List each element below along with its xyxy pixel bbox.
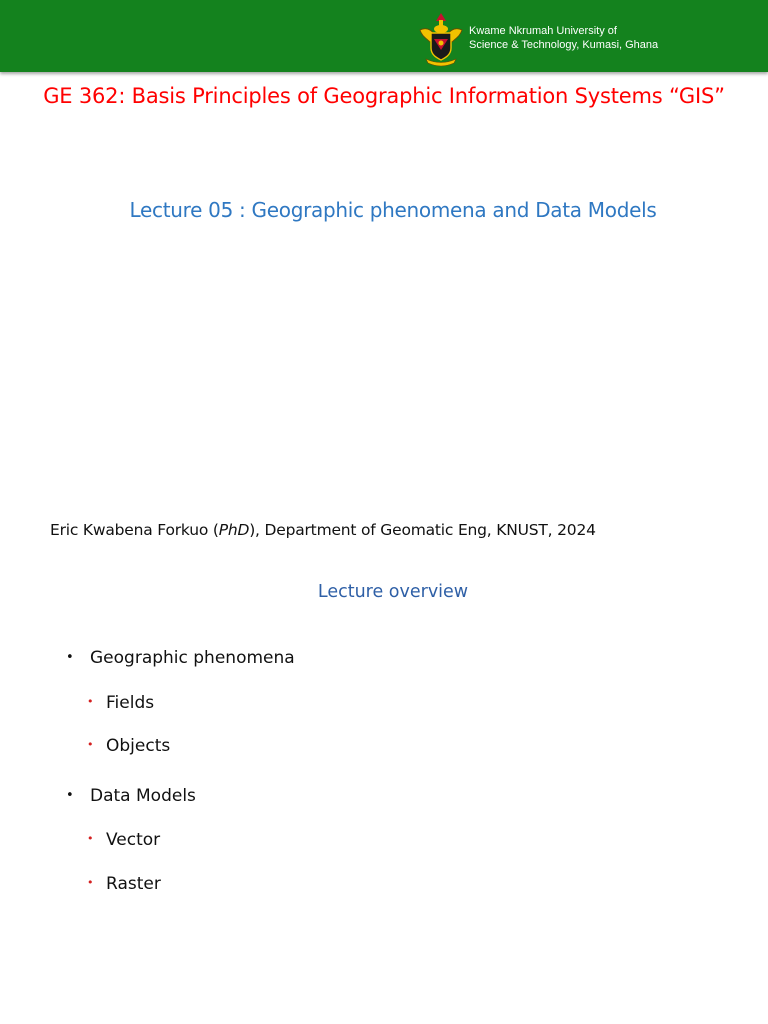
university-name xyxy=(469,24,658,52)
author-prefix: Eric Kwabena Forkuo ( xyxy=(50,521,219,539)
overview-subitem-label: Vector xyxy=(106,830,161,850)
overview-subitem-fields xyxy=(87,693,154,713)
bullet-icon: • xyxy=(66,788,74,803)
overview-title: Lecture overview xyxy=(317,582,469,602)
university-name-line1: Kwame Nkrumah University of xyxy=(469,25,617,37)
author-degree: PhD xyxy=(218,521,250,539)
author-line xyxy=(50,521,596,539)
university-name-line2: Science & Technology, Kumasi, Ghana xyxy=(469,39,659,51)
overview-item-label: Data Models xyxy=(90,786,196,806)
header-bar xyxy=(0,0,768,72)
knust-crest-icon xyxy=(418,12,464,68)
lecture-title: Lecture 05 : Geographic phenomena and Data Models xyxy=(129,198,657,222)
bullet-icon: • xyxy=(66,650,74,665)
bullet-icon: • xyxy=(87,695,94,708)
bullet-icon: • xyxy=(87,832,94,845)
overview-item-data-models xyxy=(66,786,196,806)
bullet-icon: • xyxy=(87,876,94,889)
overview-subitem-label: Fields xyxy=(106,693,155,713)
overview-subitem-raster xyxy=(87,874,161,894)
course-title: GE 362: Basis Principles of Geographic Information Systems “GIS” xyxy=(43,84,725,108)
overview-subitem-objects xyxy=(87,736,170,756)
overview-subitem-label: Raster xyxy=(106,874,161,894)
bullet-icon: • xyxy=(87,738,94,751)
author-suffix: ), Department of Geomatic Eng, KNUST, 2024 xyxy=(249,521,596,539)
overview-item-geographic-phenomena xyxy=(66,648,295,668)
overview-item-label: Geographic phenomena xyxy=(90,648,295,668)
overview-subitem-vector xyxy=(87,830,160,850)
overview-subitem-label: Objects xyxy=(106,736,171,756)
